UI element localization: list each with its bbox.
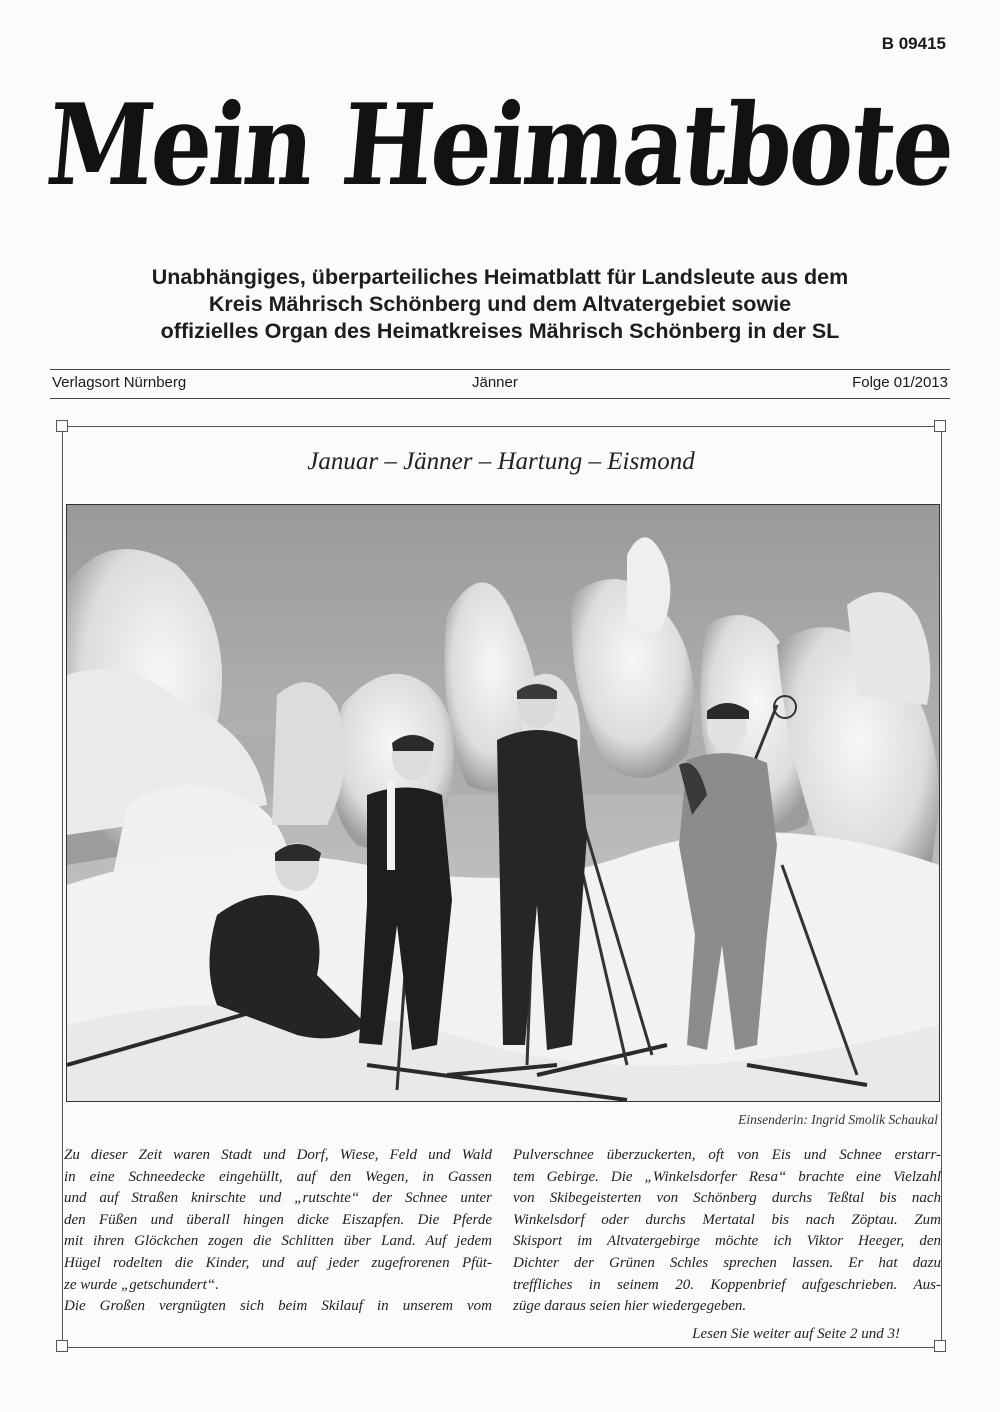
issue-number: Folge 01/2013: [852, 374, 948, 391]
top-rule: [50, 369, 950, 370]
masthead-title: Mein Heimatbote: [41, 80, 959, 211]
article-line: von Skibegeisterten von Schönberg durchs Teßtal bis nach: [513, 1190, 941, 1207]
article-line: und auf Straßen knirschte und „rutschte“ der Schnee unter: [64, 1190, 492, 1207]
winter-skiers-photo: [66, 504, 940, 1102]
feature-heading: Januar – Jänner – Hartung – Eismond: [307, 448, 695, 475]
article-line: Pulverschnee überzuckerten, oft von Eis und Schnee erstarr-: [513, 1147, 941, 1163]
article-line: Zu dieser Zeit waren Stadt und Dorf, Wiese, Feld und Wald: [64, 1147, 492, 1163]
frame-corner: [56, 420, 68, 432]
continue-reading-note: Lesen Sie weiter auf Seite 2 und 3!: [692, 1326, 900, 1342]
bottom-rule: [50, 398, 950, 399]
article-line: Die Großen vergnügten sich beim Skilauf in unserem vom: [64, 1298, 492, 1315]
frame-corner: [934, 420, 946, 432]
subtitle-line: Unabhängiges, überparteiliches Heimatblatt für Landsleute aus dem: [151, 265, 849, 289]
publication-code: B 09415: [881, 34, 946, 53]
article-line: Skisport im Altvatergebirge möchte ich Viktor Heeger, den: [513, 1233, 941, 1250]
article-line: treffliches in seinem 20. Koppenbrief aufgeschrieben. Aus-: [513, 1276, 941, 1293]
frame-corner: [934, 1340, 946, 1352]
photo-credit: Einsenderin: Ingrid Smolik Schaukal: [738, 1112, 938, 1127]
info-bar: [52, 374, 948, 394]
article-line: in eine Schneedecke eingehüllt, auf den Wegen, in Gassen: [64, 1168, 492, 1185]
article-line: züge daraus seien hier wiedergegeben.: [513, 1298, 747, 1315]
frame-corner: [56, 1340, 68, 1352]
masthead-subtitle: [40, 264, 960, 345]
masthead-logo: [41, 38, 959, 253]
subtitle-line: offizielles Organ des Heimatkreises Mährisch Schönberg in der SL: [160, 319, 840, 343]
article-line: ze wurde „getschundert“.: [64, 1276, 219, 1293]
article-line: mit ihren Glöckchen zogen die Schlitten über Land. Auf jedem: [64, 1233, 492, 1250]
article-column-1: [64, 1145, 492, 1318]
article-line: Winkelsdorf oder durchs Mertatal bis nach Zöptau. Zum: [513, 1211, 941, 1228]
article-line: den Füßen und überall hingen dicke Eiszapfen. Die Pferde: [64, 1211, 492, 1228]
subtitle-line: Kreis Mährisch Schönberg und dem Altvatergebiet sowie: [208, 292, 792, 316]
issue-month: Jänner: [472, 374, 518, 391]
article-column-2: [513, 1145, 941, 1318]
article-line: Hügel rodelten die Kinder, und auf jeder zugefrorenen Pfüt-: [64, 1254, 492, 1271]
publication-place: Verlagsort Nürnberg: [52, 374, 187, 391]
article-line: Dichter der Grünen Schles sprechen lassen. Er hat dazu: [513, 1254, 941, 1271]
article-line: tem Gebirge. Die „Winkelsdorfer Resa“ brachte eine Vielzahl: [513, 1168, 941, 1185]
